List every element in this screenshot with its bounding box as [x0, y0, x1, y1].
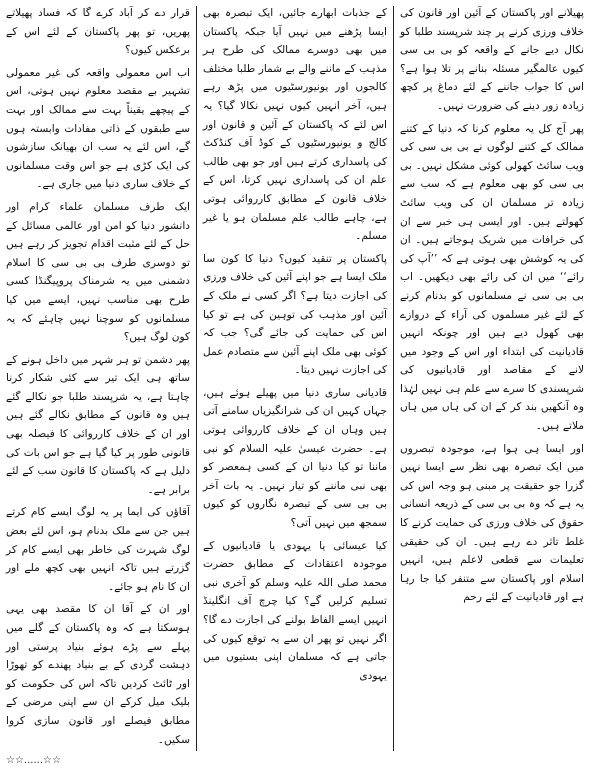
column-divider	[393, 6, 394, 751]
newspaper-page	[6, 4, 584, 767]
paragraph: قرار دے کر آباد کرے گا کہ فساد پھیلاتے پھریں، تو پھر پاکستان کے لئے اس کے برعکس کیوں؟	[6, 7, 190, 57]
paragraph: پھیلانے اور پاکستان کے آئین اور قانون کی خلاف ورزی کرنے پر چند شرپسند طلبا کو نکال دیے جانے کے واقعہ کو بی بی سی کیوں عالمگیر مسئلہ بنانے پر تلا ہوا ہے؟ اس کا جواب جاننے کے لئے دماغ پر کچھ زیادہ زور دینے کی ضرورت نہیں۔	[400, 7, 584, 112]
column-right	[400, 4, 584, 753]
paragraph: اور ایسا ہی ہوا ہے، موجودہ تبصروں میں ایک تبصرہ بھی نظر سے ایسا نہیں گزرا جو حقیقت پر مبنی ہو وجہ اس کی یہ ہے کہ وہ بی بی سی کے ذریعہ انسانی حقوق کی خلاف ورزی کی حمایت کرنے کا غلط تاثر دے رہے ہیں۔ ان کی حقیقی تعلیمات سے قطعی لاعلم ہیں، انہیں اسلام اور پاکستان سے متنفر کیا جا رہا ہے اور قادیانیت کے لئے رحم	[400, 442, 584, 604]
column-middle	[203, 4, 387, 753]
paragraph: ایک طرف مسلمان علماء کرام اور دانشور دنیا کو امن اور عالمی مسائل کے حل کے لئے مثبت اقدام تجویز کر رہے ہیں تو دوسری طرف بی بی سی کا اسلام دشمنی میں یہ شرمناک پروپیگنڈا کسی طرح بھی مناسب نہیں، ایسے میں کیا مسلمانوں کو سوچنا نہیں چاہئے کہ یہ کون لوگ ہیں؟	[6, 200, 190, 344]
column-left	[6, 4, 190, 767]
paragraph: کیا عیسائی یا یہودی یا قادیانیوں کے موجودہ اعتقادات کے مطابق حضرت محمد صلی اللہ علیہ وسلم کو آخری نبی تسلیم کرلیں گے؟ کیا چرچ آف انگلینڈ انہیں ایسے الفاظ بولنے کی اجازت دے گا؟ اگر نہیں تو پھر ان سے یہ توقع کیوں کی جاتی ہے کہ مسلمان اپنی بستیوں میں یہودی	[203, 539, 387, 682]
paragraph: اور ان کے آقا ان کا مقصد بھی یہی ہوسکتا ہے کہ وہ پاکستان کے گلے میں پہلے سے پڑے ہوئے بنیاد پرستی اور دہشت گردی کے بے بنیاد پھندے کو تھوڑا اور ٹائٹ کردیں تاکہ اس کی حکومت کو بلیک میل کرکے ان سے اپنی مرضی کے مطابق فیصلے اور قانون سازی کروا سکیں۔	[6, 603, 190, 746]
paragraph: پھر دشمن تو ہر شہر میں داخل ہونے کے ساتھ ہی ایک تیر سے کئی شکار کرنا چاہتا ہے، یہ شرپسند طلبا جو نکالے گئے ہیں وہ قانون کے مطابق نکالے گئے ہیں اور ان کے خلاف کارروائی کا فیصلہ بھی قانونی طور پر کیا گیا ہے جو اس بات کی دلیل ہے کہ پاکستان کا قانون سب کے لئے برابر ہے۔	[6, 353, 190, 496]
paragraph: پھر آج کل یہ معلوم کرنا کہ دنیا کے کتنے ممالک کے کتنے لوگوں نے بی بی سی کی ویب سائٹ کھولی کوئی مشکل نہیں۔ بی بی سی کو بھی معلوم ہے کہ سب سے زیادہ تر مسلمان ان کی ویب سائٹ کھولتے ہیں۔ اور ایسی ہی خبر سے ان کی خرافات میں شریک ہوجاتے ہیں۔ ان کی یہ کوشش بھی ہوتی ہے کہ ’’آپ کی رائے‘‘ میں ان کی رائے بھی دیکھیں۔ اب بی بی سی نے مسلمانوں کو بدنام کرنے کے لئے غیر مسلموں کی آراء کے دروازے بھی کھول دیے ہیں اور چونکہ انہیں قادیانیت کی ابتداء اور اس کے وجود میں لانے کے مقاصد اور قادیانیوں کی شرپسندی کا سرے سے علم ہی نہیں لہٰذا وہ آنکھیں بند کر کے ان کی ہاں میں ہاں ملاتے ہیں۔	[400, 122, 584, 433]
paragraph: پاکستان پر تنقید کیوں؟ دنیا کا کون سا ملک ایسا ہے جو اپنے آئین کی خلاف ورزی کی اجازت دیتا ہے؟ اگر کسی نے ملک کے آئین اور مذہب کی توہین کی ہے تو کیا اس کی حمایت کی جائے گی؟ جب کہ کوئی بھی ملک اپنے آئین سے متصادم عمل کی اجازت نہیں دیتا۔	[203, 252, 387, 377]
article-end-mark: ☆☆......☆☆	[6, 755, 61, 767]
paragraph: کے جذبات ابھارے جائیں، ایک تبصرہ بھی ایسا پڑھنے میں نہیں آیا جبکہ پاکستان میں بھی دوسرے ممالک کی طرح ہر مذہب کے ماننے والے بے شمار طلبا مختلف کالجوں اور یونیورسٹیوں میں پڑھ رہے ہیں، آخر انہیں کیوں نہیں نکالا گیا؟ یہ اس لئے کہ پاکستان کے آئین و قانون اور کالج و یونیورسٹیوں کے کوڈ آف کنڈکٹ کی پاسداری کرتے ہیں اور جو بھی طالب علم ان کی پاسداری نہیں کرتا، اس کے خلاف قانون کے مطابق کارروائی ہوتی ہے، چاہے طالب علم مسلمان ہو یا غیر مسلم۔	[203, 7, 387, 243]
paragraph: قادیانی ساری دنیا میں پھیلے ہوئے ہیں، جہاں کہیں ان کی شرانگیزیاں سامنے آتی ہیں وہاں ان کے خلاف کارروائی ہوتی ہے۔ حضرت عیسیٰ علیہ السلام کو نبی ماننا تو کیا دنیا ان کے کسی ہمعصر کو بھی نبی ماننے کو تیار نہیں۔ یہ بات آخر بی بی سی کے تبصرہ نگاروں کو کیوں سمجھ میں نہیں آتی؟	[203, 386, 387, 530]
paragraph: اب اس معمولی واقعہ کی غیر معمولی تشہیر بے مقصد معلوم نہیں ہوتی، اس کے پیچھے یقیناً بہت سے ممالک اور بہت سے طبقوں کے ذاتی مفادات وابستہ ہوں گے، اس لئے یہ سب ان بھیانک سازشوں کی ایک کڑی ہے جو اس وقت مسلمانوں کے خلاف ساری دنیا میں جاری ہے۔	[6, 66, 190, 191]
column-divider	[196, 6, 197, 751]
paragraph: آقاؤں کی ایما پر یہ لوگ ایسے کام کرتے ہیں جن سے ملک بدنام ہو، اس لئے بعض لوگ شہرت کی خاطر بھی ایسے کام کر گزرتے ہیں تاکہ انہیں بھی کچھ ملے اور ان کا نام ہو جائے۔	[6, 506, 190, 593]
